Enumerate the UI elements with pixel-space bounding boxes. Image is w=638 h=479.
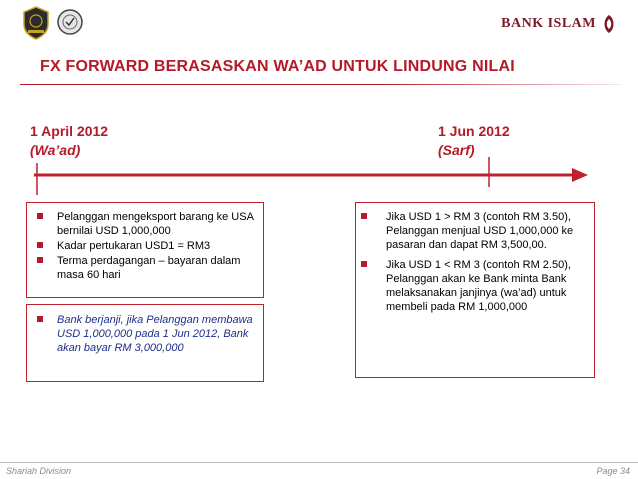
promise-box [26,304,264,382]
scenario-box [26,202,264,298]
timeline-arrow [0,155,638,195]
outcome-box [355,202,595,378]
end-date: 1 Jun 2012 [438,123,510,139]
footer-divider [0,462,638,463]
start-date: 1 April 2012 [30,123,109,139]
title-divider [20,84,620,85]
bullet-icon [37,242,43,248]
list-item: Pelanggan mengeksport barang ke USA bernilai USD 1,000,000 [27,210,257,238]
start-date-sub: (Wa’ad) [30,142,81,158]
bullet-icon [37,316,43,322]
bullet-icon [37,257,43,263]
end-date-sub: (Sarf) [438,142,475,158]
page-title: FX FORWARD BERASASKAN WA’AD UNTUK LINDUNG NILAI [40,58,515,75]
list-item: Jika USD 1 < RM 3 (contoh RM 2.50), Pelanggan akan ke Bank minta Bank melaksanakan janjinya (wa’ad) untuk membeli pada RM 1,000,000 [356,258,592,314]
outcome-list [356,210,592,320]
award-badge-icon [22,6,50,40]
list-item: Bank berjanji, jika Pelanggan membawa USD 1,000,000 pada 1 Jun 2012, Bank akan bayar RM 3,000,000 [27,313,257,355]
bullet-icon [37,213,43,219]
bullet-icon [361,213,367,219]
bank-islam-emblem-icon [598,13,620,35]
bullet-icon [361,261,367,267]
brand-text: BANK ISLAM [501,16,596,31]
scenario-list [27,210,257,283]
list-item: Terma perdagangan – bayaran dalam masa 60 hari [27,254,257,282]
timeline-arrowhead [572,168,588,182]
promise-list [27,313,257,356]
bank-islam-logo [501,12,620,36]
list-item: Kadar pertukaran USD1 = RM3 [27,239,257,253]
page-number: Page 34 [596,466,630,476]
list-item: Jika USD 1 > RM 3 (contoh RM 3.50), Pelanggan menjual USD 1,000,000 ke pasaran dan dapat RM 3,500,00. [356,210,592,252]
award-seal-icon [56,6,84,40]
footer-division: Shariah Division [6,466,72,476]
